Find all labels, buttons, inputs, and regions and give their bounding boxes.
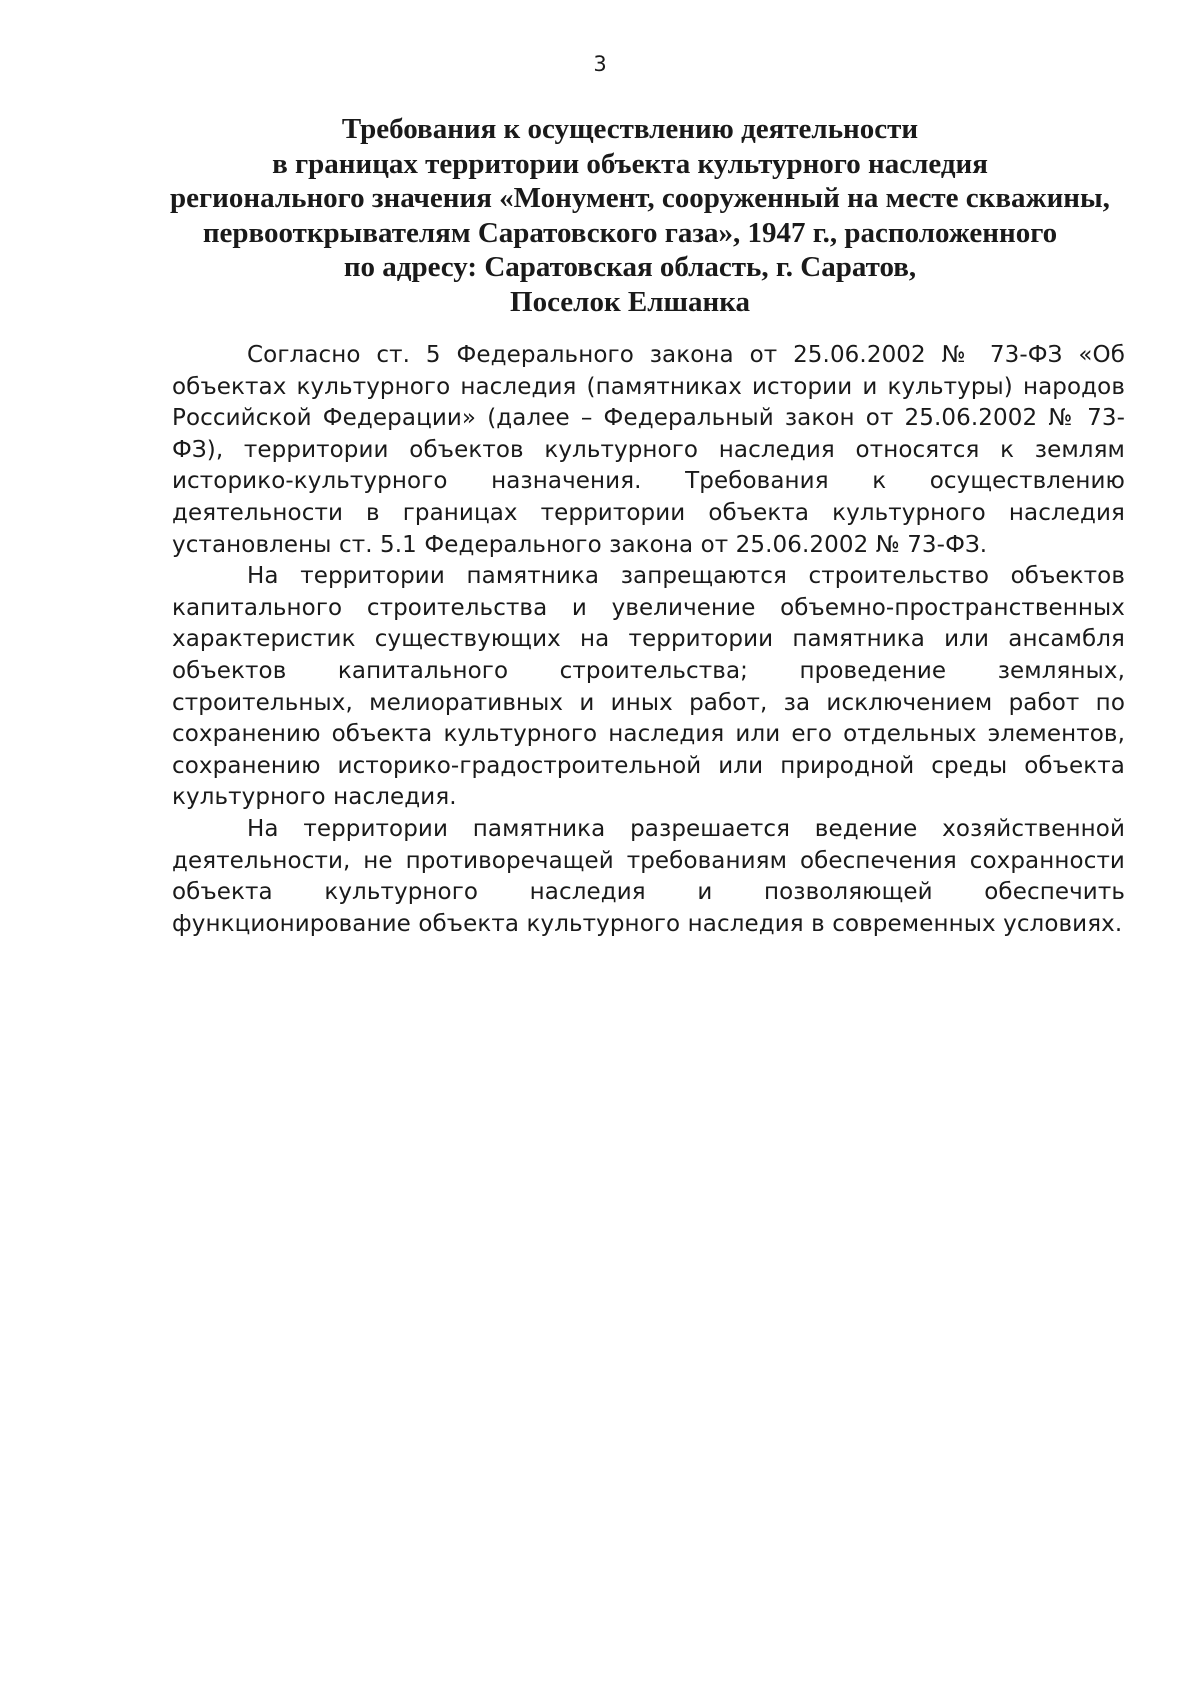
paragraph-prohibitions: На территории памятника запрещаются строительство объектов капитального строительства и увеличение объемно-пространственных характеристик существующих на территории памятника или ансамбля объектов капитального строительства; проведение земляных, строительных, мелиоративных и иных работ, за исключением работ по сохранению объекта культурного наследия или его отдельных элементов, сохранению историко-градостроительной или природной среды объекта культурного наследия.	[172, 563, 1125, 811]
paragraph-legal-basis: Согласно ст. 5 Федерального закона от 25.06.2002 № 73-ФЗ «Об объектах культурного наследия (памятниках истории и культуры) народов Российской Федерации» (далее – Федеральный закон от 25.06.2002 № 73-ФЗ), территории объектов культурного наследия относятся к землям историко-культурного назначения. Требования к осуществлению деятельности в границах территории объекта культурного наследия установлены ст. 5.1 Федерального закона от 25.06.2002 № 73-ФЗ.	[172, 342, 1125, 558]
document-title	[170, 112, 1110, 319]
title-line: первооткрывателям Саратовского газа», 1947 г., расположенного	[202, 216, 1058, 249]
title-line: Требования к осуществлению деятельности	[341, 113, 919, 145]
title-line: в границах территории объекта культурного наследия	[272, 147, 988, 180]
title-line: по адресу: Саратовская область, г. Саратов,	[343, 251, 917, 283]
paragraph-permissions: На территории памятника разрешается ведение хозяйственной деятельности, не противоречащей требованиям обеспечения сохранности объекта культурного наследия и позволяющей обеспечить функционирование объекта культурного наследия в современных условиях.	[172, 815, 1125, 937]
title-line: регионального значения «Монумент, сооруженный на месте скважины,	[170, 182, 1110, 214]
title-line: Поселок Елшанка	[510, 285, 750, 318]
document-body	[172, 340, 1125, 940]
page-number: 3	[593, 52, 607, 76]
